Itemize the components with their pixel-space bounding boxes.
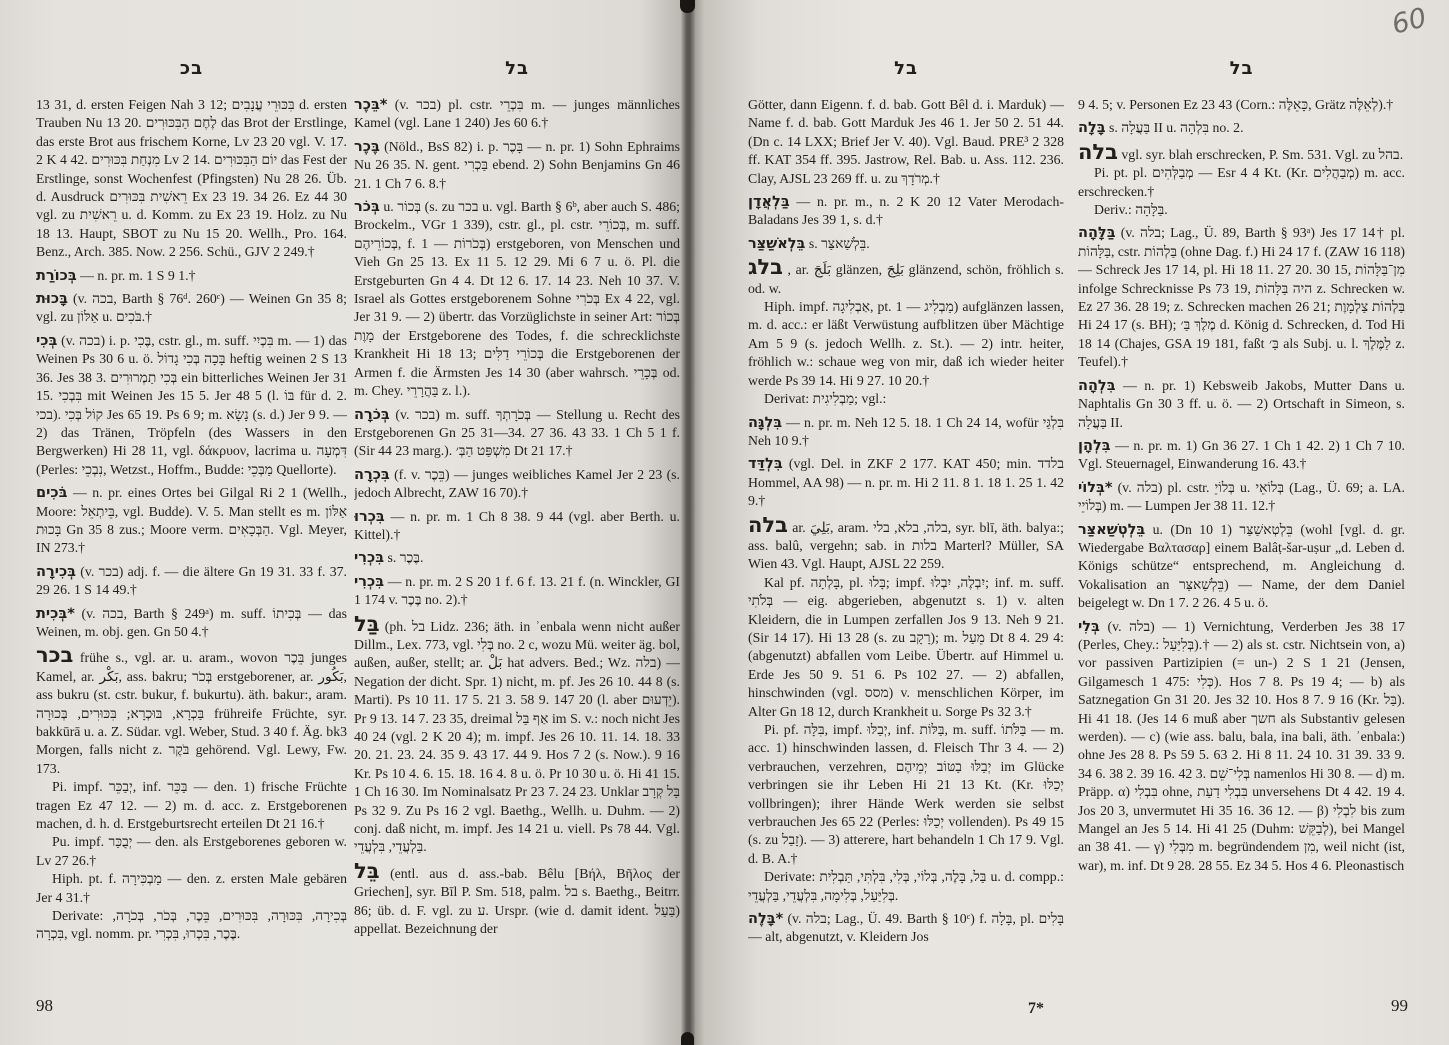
headword: בלה [748,512,788,537]
dictionary-entry [354,858,680,939]
dictionary-entry [36,563,347,600]
headword: בָּכוּת [36,291,68,308]
dictionary-entry [1078,618,1405,876]
dictionary-entry [1078,479,1405,516]
entry-first-paragraph: בְּכֹרָה (v. בכר) m. suff. בְּכֹרָתְךָ — Stellung u. Recht des Erstgeborenen Gn 25 31—34. 27 36. 43 33. 1 Ch 5 1 f. (Sir 44 23 marg.). מִשְׁפַּט הַבְּ׳ Dt 21 17.† [354,406,680,459]
headword: בִּלְגָּה [748,414,783,431]
dictionary-entry [748,512,1064,906]
headword: בִּכְרִי [354,550,385,567]
headword: בְּכֹרָה [354,406,390,423]
entry-first-paragraph: בְּכִירָה (v. בכר) adj. f. — die ältere Gn 19 31. 33 f. 37. 29 26. 1 S 14 49.† [36,563,347,598]
entry-first-paragraph: בִּכְרָה (f. v. בֵּכֶר) — junges weibliches Kamel Jer 2 23 (s. jedoch Albrecht, ZAW 16 70).† [354,466,680,501]
entry-sub-paragraph: Hiph. pt. f. מַבְכִּירָה — den. z. ersten Male gebären Jer 4 31.† [36,871,347,905]
headword: בכר [36,643,74,668]
dictionary-entry [748,235,1064,253]
dictionary-entry [36,643,347,944]
headword: בֵּל [354,858,380,883]
entry-sub-paragraph: Deriv.: בַּלָּהָה. [1094,202,1168,218]
dictionary-entry [354,573,680,610]
gutter-ink-mark-bottom [681,1032,694,1045]
headword: בלג [748,255,783,280]
running-head-right-col1: בל [894,58,918,79]
entry-first-paragraph: בִּלְהָן — n. pr. m. 1) Gn 36 27. 1 Ch 1 42. 2) 1 Ch 7 10. Vgl. Steuernagel, Einwanderung 16. 43.† [1078,437,1405,472]
headword: בַּלָּהָה [1078,225,1116,242]
headword: בֵּכֶר* [354,97,388,113]
dictionary-entry [354,611,680,857]
dictionary-entry [1078,96,1405,114]
handwritten-pencil-number: 60 [1388,2,1430,41]
entry-first-paragraph: בְּכִית* (v. בכה, Barth § 249ᵃ) m. suff. בְּכִיתוֹ — das Weinen, m. obj. gen. Gn 50 4.† [36,605,347,639]
dictionary-entry [748,193,1064,230]
entry-first-paragraph: בִּלְהָה — n. pr. 1) Kebsweib Jakobs, Mutter Dans u. Naphtalis Gn 30 3 ff. u. ö. — 2) Ortschaft in Simeon, s. בַּעֲלָה II. [1078,377,1405,430]
signature-mark: 7* [1028,1000,1044,1017]
headword: בִּכְרוּ [354,508,385,525]
book-gutter-shadow [681,0,695,1045]
headword: בלה [1078,139,1118,164]
entry-sub-paragraph: Pi. pf. בִּלָּה, impf. יְבַלּוּ, inf. בַּלּוֹת, m. suff. בַּלֹּתוֹ — m. acc. 1) hinschwinden lassen, d. Fleisch Thr 3 4. — 2) verbrauchen, verzehren, יְבַלּוּ בַטּוֹב יְמֵיהֶם im Glücke verbringen sie ihr Leben Hi 21 13 Kt. (Kr. יְכַלּוּ vollbringen); ihrer Hände Werk werden sie selbst verbrauchen Jes 65 22 (Perles: יְכַלּוּ vollenden). Ps 49 15 (s. zu זָבַל). — 3) atterere, hart behandeln 1 Ch 17 9. Vgl. d. B. A.† [748,722,1064,866]
headword: בֶּכֶר [354,138,380,155]
entry-first-paragraph: בַּל (ph. בל Lidz. 236; äth. in ʾenbala wenn nicht außer Dillm., Lex. 773, vgl. בְּלִי no. 2 c, wozu Mü. weiter äg. bol, außen, außer, stellt; ar. بَلْ hat advers. Bed.; Wz. בלה) — Negation der dicht. Spr. 1) nicht, m. pf. Jes 26 10. 44 8 (s. Marti). Ps 10 11. 17 5. 21 3. 58 9. 147 20 (l. aber יֵדְעוּם). Pr 9 13. 14 7. 23 35, dreimal אַף בַּל im S. v.: noch nicht Jes 40 24 (vgl. 2 K 20 4); m. impf. Jes 26 10. 11. 14. 18. 33 20. 21. 23. 24. 35 9. 43 17. 44 9. Hos 7 2 (s. Now.). 9 16 Kr. Ps 10 4. 6. 15. 18. 16 4. 8 u. ö. Pr 10 30 u. ö. Hi 41 15. 1 Ch 16 30. Im Nominalsatz Pr 23 7. 24 23. Unklar בַּל קְרָב Ps 32 9. Zu Ps 16 2 vgl. Baethg., Wellh. u. Duhm. — 2) conj. daß nicht, m. impf. Jes 14 21 u. viell. Ps 78 44. Vgl. בַּלְעֲדֵי, בִּלְעֲדֵי. [354,611,680,855]
headword: בִּכְרִי [354,573,385,590]
page-number-left: 98 [36,996,53,1015]
headword: בִּלְהָן [1078,437,1111,454]
entry-sub-paragraph: Derivate: בְּכִירָה, בִּכּוּרָה, בִּכּוּרִים, בֵּכֶר, בְּכֹר, בְּכֹרָה, בִּכְרָה, vgl. nomm. pr. בֶּכֶר, בִּכְרוּ, בִּכְרִי. [36,908,347,942]
dictionary-entry [354,549,680,567]
headword: בְּלִי [1078,618,1100,635]
entry-first-paragraph: בְּכִי (v. בכה) i. p. בֶּכִי, cstr. gl., m. suff. בִּכְיִי m. — 1) das Weinen Ps 30 6 u. ö. בָּכָה בְּכִי גָדוֹל heftig weinen 2 S 13 36. Jes 38 3. בְּכִי תַמְרוּרִים ein bitterliches Weinen Jer 31 15. בִּבְכִי mit Weinen Jes 15 5. Jer 48 5 (l. בּוֹ für d. 2. בכי). קוֹל בְּכִי Jes 65 19. Ps 6 9; m. נָשָׂא (s. d.) Jer 9 9. — 2) das Tränen, Tröpfeln (des Wassers in den Bergwerken) Hi 28 11, vgl. δάκρυον, lacrima u. דִּמְעָה (Perles: נִבְכֵי, Wetzst., Hoffm., Budde: מַבְּכֵי Quellorte). [36,332,347,477]
dictionary-entry [748,255,1064,408]
headword: בִּכְרָה [354,466,390,483]
entry-first-paragraph: בְּכֹר u. בְּכוֹר (s. zu בכר u. vgl. Barth § 6ᵇ, aber auch S. 486; Brockelm., VGr 1 339), cstr. gl., pl. cstr. בְּכוֹרֵי, m. suff. בְּכוֹרֵיהֶם, f. בְּכֹרוֹת — 1) erstgeboren, von Menschen und Vieh Gn 25 13. Ex 11 5. 12 29. Mi 6 7 u. ö. Pl. die Erstgeburten Gn 4 4. Dt 12 6. 17. 14 23. Neh 10 37. V. Israel als Gottes erstgeborenem Sohne בְּכֹרִי Ex 4 22, vgl. Jer 31 9. — 2) übertr. das Vorzüglichste in seiner Art: בְּכוֹר מָוֶת der Erstgeborene des Todes, f. die schrecklichste Krankheit Hi 18 13; בְּכוֹרֵי דַלִּים die Erstgeborenen der Armen f. die Ärmsten Jes 14 30 (aber wahrsch. בְּכָרֵי od. m. Chey. בַּהֲרָרֵי z. l.). [354,199,680,399]
entry-first-paragraph: בָּכוּת (v. בכה, Barth § 76ᵈ. 260ᶜ) — Weinen Gn 35 8; vgl. zu אַלּוֹן u. בֹּכִים.† [36,291,347,325]
entry-first-paragraph: 13 31, d. ersten Feigen Nah 3 12; בִּכּוּרֵי עֲנָבִים d. ersten Trauben Nu 13 20. לֶחֶם הַבִּכּוּרִים das Brot der Erstlinge, das erste Brot aus frischem Korne, Lv 23 20 vgl. V. 17. 2 K 4 42. מִנְחַת בִּכּוּרִים Lv 2 14. יוֹם הַבִּכּוּרִים das Fest der Erstlinge, sonst Wochenfest (Pfingsten) Nu 28 26. Üb. d. Ausdruck רֵאשִׁית בִּכּוּרִים Ex 23 19. 34 26. Ez 44 30 vgl. zu רֵאשִׁית u. d. Komm. zu Ex 23 19. Holz. zu Nu 18 13. Haupt, SBOT zu Nu 15 20. Wellh., Pro. 164. Benz., Arch. 385. Now. 2 256. Schü., GJV 2 249.† [36,97,347,260]
dictionary-entry [1078,139,1405,220]
entry-first-paragraph: בְּכוֹרַת — n. pr. m. 1 S 9 1.† [36,267,196,284]
entry-first-paragraph: בֹּכִים — n. pr. eines Ortes bei Gilgal Ri 2 1 (Wellh., Moore: בֵּיתְאֵל, vgl. Budde). V. 5. Man stellt es m. אַלּוֹן בָּכוּת Gn 35 8 zus.; Moore verm. הַבְּכָאִים. Vgl. Meyer, IN 273.† [36,485,347,556]
dictionary-entry [354,406,680,461]
dictionary-entry [36,267,347,285]
entry-first-paragraph: בלה ar. بَلِيَ, aram. בלה, בלא, בלי, syr. blī, äth. balya:; ass. balû, vergehn; sab. in בלות Marterl? Müller, SA Wien 43. Vgl. Haupt, AJSL 22 259. [748,512,1064,572]
entry-first-paragraph: בִּכְרוּ — n. pr. m. 1 Ch 8 38. 9 44 (vgl. aber Berth. u. Kittel).† [354,508,680,542]
entry-first-paragraph: בַּלְאֲדָן — n. pr. m., n. 2 K 20 12 Vater Merodach-Baladans Jes 39 1, s. d.† [748,194,1064,228]
dictionary-entry [36,605,347,642]
headword: בָּלֶה* [748,911,784,928]
dictionary-entry [1078,119,1405,137]
dictionary-entry [1078,377,1405,432]
headword: בְּכוֹרַת [36,267,77,284]
text-column [36,96,347,994]
dictionary-entry [748,96,1064,188]
entry-first-paragraph: בָּלָה s. בַּעֲלָה II u. בִּלְהָה no. 2. [1078,120,1244,137]
entry-sub-paragraph: Kal pf. בָּלְתָה, pl. בָּלוּ; impf. יִבְלֶה, יִבְלוּ; inf. m. suff. בְּלֹתִי — eig. abgerieben, abgenutzt s. 1) v. alten Kleidern, die in Lumpen zerfallen Jos 9 13. Neh 9 21. (Sir 14 17). Hi 13 28 (s. zu רָקָב); m. מֵעַל Dt 8 4. 29 4: (abgenutzt) abfallen vom Leibe. Übertr. auf Himmel u. Erde Jes 50 9. 51 6. Ps 102 27. — 2) abfallen, hinschwinden (vgl. מסס) v. menschlichen Körper, im Alter Gn 18 12, durch Krankheit u. Sorge Ps 32 3.† [748,574,1064,719]
dictionary-entry [354,466,680,503]
headword: בַּל [354,611,380,636]
headword: בְּכִי [36,332,58,349]
dictionary-entry [36,96,347,262]
entry-first-paragraph: בִּכְרִי s. בֶּכֶר. [354,550,424,567]
running-head-left-col1: בכ [179,58,204,79]
entry-first-paragraph: בְּלִי (v. בלה) — 1) Vernichtung, Verderben Jes 38 17 (Perles, Chey.: בְּלִיַּעַל).† — 2) als st. cstr. Nichtsein von, a) vor passiven Partizipien (= un-) 2 S 1 21 (Jensen, Gilgamesch 1 475: כְּלִי). Hos 7 8. Ps 19 4; — b) als Satznegation Gn 31 20. Jes 32 10. Hos 8 7. 9 16 (Kr. בַּל). Hi 41 18. (Jes 14 6 muß aber חשך als Substantiv gelesen werden). — c) (wie ass. balu, bala, ina bali, äth. ʾenbala:) ohne Jes 28 8. Ps 59 5. 63 2. Hi 8 11. 24 10. 31 39. 33 9. 34 6. 38 2. 39 16. 42 3. בְּלִי־שֵׁם namenlos Hi 30 8. — d) m. Präpp. α) בִּבְלִי ohne, בִּבְלִי דַעַת unversehens Dt 4 42. 19 4. Jos 20 3, unvermutet Hi 35 16. 36 12. — β) לִבְלִי bis zum Mangel an Jes 5 14. Hi 41 25 (Duhm: לְבַקֵּשׁ), bei Mangel an 38 41. — γ) מִבְּלִי m. begründendem מִן, weil nicht (ist, war), m. inf. Dt 9 28. 28 55. Ez 34 5. Hos 4 6. Pleonastisch [1078,618,1405,873]
headword: בִּלְדַּד [748,456,783,473]
entry-first-paragraph: בֵּכֶר* (v. בכר) pl. cstr. בִּכְרֵי m. — junges männliches Kamel (vgl. Lane 1 240) Jes 60 6.† [354,97,680,131]
running-head-left-col2: בל [505,58,529,79]
entry-sub-paragraph: Derivate: בַּל, בָּלֶה, בְּלוֹי, בְּלִי, בִּלְתִּי, תַּבְלִית u. d. compp.: בְּלִיַּעַל, בְּלִימָה, בִּלְעֲדֵי, בַּלְעֲדֵי. [748,869,1064,903]
headword: בֵּלְאשַׁצַּר [748,235,806,252]
entry-first-paragraph: בְּלוֹי* (v. בלה) pl. cstr. בְּלוֹיֵ u. בְּלוֹאֵי (Lag., Ü. 69; a. LA. בְּלוֹיֵי) m. — Lumpen Jer 38 11. 12.† [1078,479,1405,514]
headword: בְּלוֹי* [1078,479,1113,496]
dictionary-entry [36,484,347,558]
gutter-ink-mark-top [680,0,695,13]
headword: בְּכִית* [36,605,75,622]
running-head-right-col2: בל [1229,58,1254,79]
entry-first-paragraph: בֶּכֶר (Nöld., BsS 82) i. p. בָּכֶר — n. pr. 1) Sohn Ephraims Nu 26 35. N. gent. בַּכְרִי ebend. 2) Sohn Benjamins Gn 46 21. 1 Ch 7 6. 8.† [354,138,680,191]
entry-first-paragraph: בלה vgl. syr. blah erschrecken, P. Sm. 531. Vgl. zu בהל. [1078,139,1404,164]
dictionary-entry [354,508,680,545]
headword: בֹּכִים [36,485,68,502]
entry-sub-paragraph: Pi. pt. pl. מְבַלְּהִים — Esr 4 4 Kt. (Kr. מְבַהֲלִים) m. acc. erschrecken.† [1078,165,1405,199]
entry-first-paragraph: בכר frühe s., vgl. ar. u. aram., wovon בֵּכֶר junges Kamel, ar. بَكْر, ass. bakru; בְּכֹר erstgeborener, ar. بَكُور, ass bukru (st. cstr. bukur, f. bukurtu). äth. bakur:, aram. בַּכְרָא, בּוּכְרָא; בִּכּוּרִים, בְּכוּרָה frühreife Früchte, syr. bakkūrā u. a. Z. Südar. vgl. Weber, Stud. 3 40 f. Äg. bk3 Morgen, falls nicht z. בֹּקֶר gehörend. Vgl. Lewy, Fw. 173. [36,643,347,776]
entry-first-paragraph: בִּלְדַּד (vgl. Del. in ZKF 2 177. KAT 450; min. בלדד Hommel, AA 98) — n. pr. m. Hi 2 11. 8 1. 18 1. 25 1. 42 9.† [748,456,1064,509]
dictionary-entry [354,198,680,400]
headword: בַּלְאֲדָן [748,194,790,211]
entry-sub-paragraph: Derivat: מַבְלִיגִית; vgl.: [764,391,887,407]
entry-sub-paragraph: Hiph. impf. אַבְלִיגָה, pt. מַבְלִיג — 1) aufglänzen lassen, m. d. acc.: er läßt Verwüstung aufblitzen über Mächtige Am 5 9 (s. jedoch Wellh. z. St.). — 2) intr. heiter, fröhlich w.: schaue weg von mir, daß ich wieder heiter werde Ps 39 14. Hi 9 27. 10 20.† [748,299,1064,388]
dictionary-entry [748,414,1064,451]
entry-first-paragraph: בִּכְרִי — n. pr. m. 2 S 20 1 f. 6 f. 13. 21 f. (n. Winckler, GI 1 174 v. בֶּכֶר no. 2).† [354,573,680,608]
entry-sub-paragraph: Pi. impf. יְבַכֵּר, inf. בַּכֵּר — den. 1) frische Früchte tragen Ez 47 12. — 2) m. d. acc. z. Erstgeborenen machen, d. h. d. Erstgeburtsrecht erteilen Dt 21 16.† [36,779,347,832]
headword: בִּלְהָה [1078,377,1116,394]
dictionary-entry [1078,437,1405,474]
headword: בֵּלְטְשַׁאצַּר [1078,521,1146,538]
entry-first-paragraph: Götter, dann Eigenn. f. d. bab. Gott Bêl d. i. Marduk) — Name f. d. bab. Gott Marduk Jes 46 1. Jer 50 2. 51 44. (Dn c. 14 LXX; Brief Jer V. 40). Vgl. Baud. PRE³ 2 328 ff. KAT 354 ff. 395. Jastrow, Rel. Bab. u. Ass. 112. 236. Clay, AJSL 23 269 ff. u. zu מְרֹדָךְ.† [748,97,1064,186]
page-number-right: 99 [1391,996,1408,1015]
text-column [748,96,1064,994]
dictionary-entry [36,290,347,327]
headword: בְּכֹר [354,199,380,216]
entry-first-paragraph: בֵּלְאשַׁצַּר s. בֵּלְשַׁאצַּר. [748,235,870,252]
text-column [1078,96,1405,994]
headword: בְּכִירָה [36,563,77,580]
dictionary-entry [354,96,680,133]
dictionary-entry [748,910,1064,947]
entry-first-paragraph: בֵּל (entl. aus d. ass.-bab. Bêlu [Βήλ, Βῆλος der Griechen], syr. Bīl P. Sm. 518, palm. בל s. Baethg., Beitrr. 86; üb. d. F. vgl. zu ע. Urspr. (wie d. damit ident. בַּעַל) appellat. Bezeichnung der [354,858,680,937]
entry-first-paragraph: בֵּלְטְשַׁאצַּר u. (Dn 10 1) בֵּלְטְאשַׁצַּר (wohl [vgl. d. gr. Wiedergabe Βαλτασαρ] einem Balâṭ-šar-uṣur „d. Leben d. Königs schütze“ entsprechend, m. Angleichung d. Vokalisation an בֵּלְשַׁאצַּר) — Name, der dem Daniel beigelegt w. Dn 1 7. 2 26. 4 5 u. ö. [1078,521,1405,611]
dictionary-entry [1078,224,1405,371]
dictionary-entry [1078,521,1405,613]
text-column [354,96,680,994]
entry-sub-paragraph: Pu. impf. יְבֻכַּר — den. als Erstgeborenes geboren w. Lv 27 26.† [36,834,347,868]
dictionary-entry [748,455,1064,510]
dictionary-entry [36,332,347,479]
entry-first-paragraph: בַּלָּהָה (v. בלה; Lag., Ü. 89, Barth § 93ᵃ) Jes 17 14† pl. בַּלָּהוֹת, cstr. בַּלְהוֹת (ohne Dag. f.) Hi 24 17 f. (ZAW 16 118) — Schreck Jes 17 14, pl. Hi 18 11. 27 20. 30 15, מִן־בַּלָּהוֹת infolge Schrecknisse Ps 73 19, היה בַּלָּהוֹת z. Schrecken w. Ez 27 36. 28 19; z. Schrecken machen 26 21; בַּלְהוֹת צַלְמָוֶת Hi 24 17 (s. BH); מֶלֶךְ בַּ׳ d. König d. Schrecken, d. Tod Hi 18 14 (Chajes, GSA 19 181, faßt בַּ׳ als Subj. u. l. לַמֶּלֶךְ z. Teufel).† [1078,225,1405,370]
headword: בָּלָה [1078,120,1106,137]
entry-first-paragraph: בִּלְגָּה — n. pr. m. Neh 12 5. 18. 1 Ch 24 14, wofür בִּלְגַּי Neh 10 9.† [748,414,1064,448]
dictionary-entry [354,138,680,193]
entry-first-paragraph: בלג , ar. بَلَجَ glänzen, بَلِجَ glänzend, schön, fröhlich s. od. w. [748,255,1064,296]
entry-first-paragraph: 9 4. 5; v. Personen Ez 23 43 (Corn.: כָּאֵלֶּה, Grätz לְאֵלֶּה).† [1078,97,1394,112]
entry-first-paragraph: בָּלֶה* (v. בלה; Lag., Ü. 49. Barth § 10ᶜ) f. בָּלָה, pl. בָּלִים — alt, abgenutzt, v. Kleidern Jos [748,911,1064,945]
